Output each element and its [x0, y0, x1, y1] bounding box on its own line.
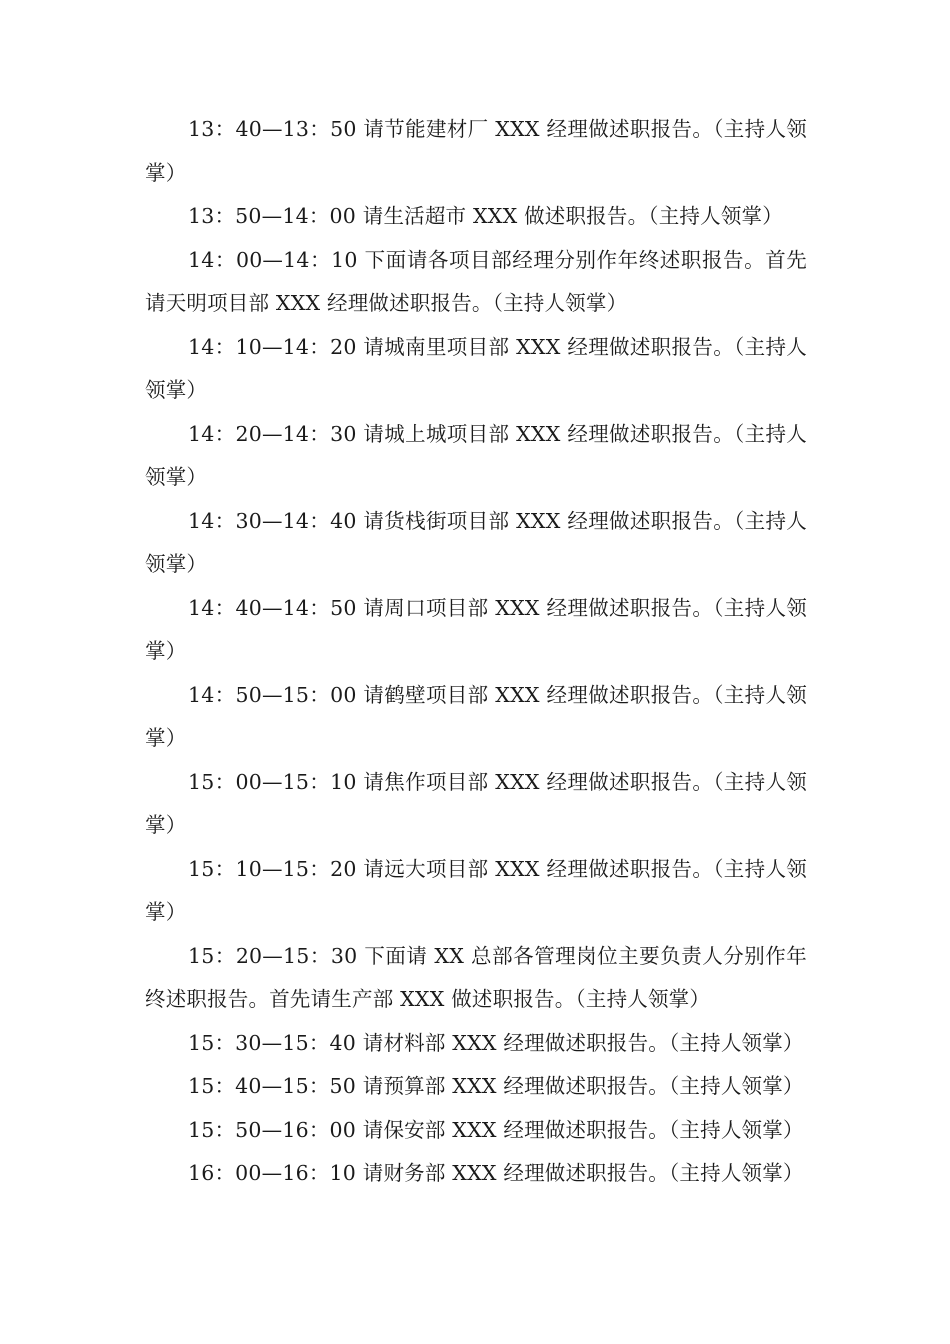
- document-body: [145, 108, 807, 1196]
- agenda-item-1500: 15：00—15：10 请焦作项目部 XXX 经理做述职报告。（主持人领掌）: [145, 769, 807, 837]
- agenda-item-1420: 14：20—14：30 请城上城项目部 XXX 经理做述职报告。（主持人领掌）: [145, 421, 807, 489]
- agenda-item-1510: 15：10—15：20 请远大项目部 XXX 经理做述职报告。（主持人领掌）: [145, 856, 807, 924]
- agenda-item-1540: 15：40—15：50 请预算部 XXX 经理做述职报告。（主持人领掌）: [188, 1074, 804, 1098]
- agenda-item-1340: 13：40—13：50 请节能建材厂 XXX 经理做述职报告。（主持人领掌）: [145, 117, 807, 185]
- agenda-item-1410: 14：10—14：20 请城南里项目部 XXX 经理做述职报告。（主持人领掌）: [145, 334, 807, 402]
- agenda-item-1430: 14：30—14：40 请货栈街项目部 XXX 经理做述职报告。（主持人领掌）: [145, 508, 807, 576]
- agenda-item-1530: 15：30—15：40 请材料部 XXX 经理做述职报告。（主持人领掌）: [188, 1030, 804, 1055]
- agenda-item-1440: 14：40—14：50 请周口项目部 XXX 经理做述职报告。（主持人领掌）: [145, 595, 807, 663]
- agenda-item-1550: 15：50—16：00 请保安部 XXX 经理做述职报告。（主持人领掌）: [188, 1117, 804, 1142]
- agenda-item-1400: 14：00—14：10 下面请各项目部经理分别作年终述职报告。首先请天明项目部 XXX 经理做述职报告。（主持人领掌）: [145, 247, 807, 315]
- agenda-item-1350: 13：50—14：00 请生活超市 XXX 做述职报告。（主持人领掌）: [188, 204, 783, 228]
- agenda-item-1450: 14：50—15：00 请鹤壁项目部 XXX 经理做述职报告。（主持人领掌）: [145, 682, 807, 750]
- agenda-item-1520: 15：20—15：30 下面请 XX 总部各管理岗位主要负责人分别作年终述职报告。首先请生产部 XXX 做述职报告。（主持人领掌）: [145, 943, 807, 1011]
- agenda-item-1600: 16：00—16：10 请财务部 XXX 经理做述职报告。（主持人领掌）: [188, 1161, 804, 1185]
